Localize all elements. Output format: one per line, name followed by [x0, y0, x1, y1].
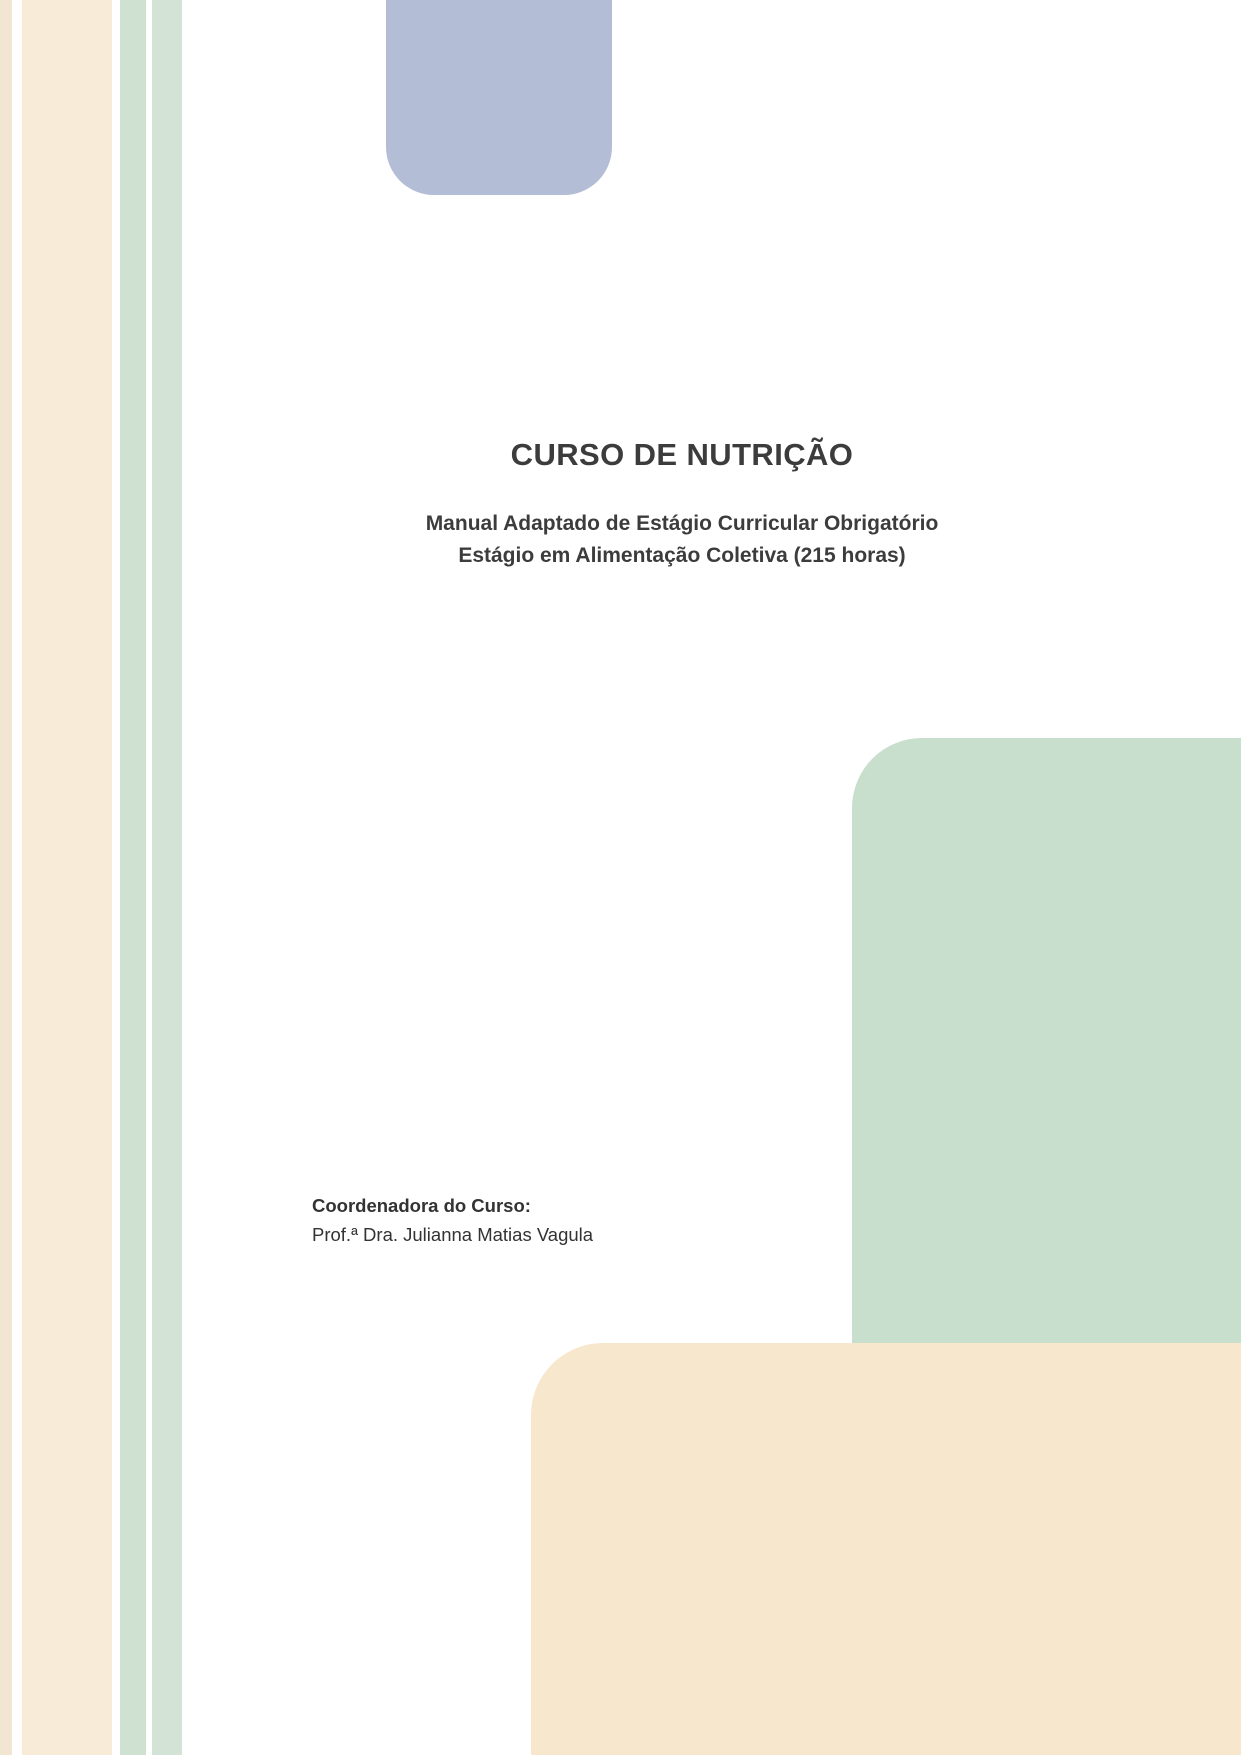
page-title: CURSO DE NUTRIÇÃO: [510, 437, 854, 472]
coordinator-name: Prof.ª Dra. Julianna Matias Vagula: [312, 1224, 594, 1245]
page-subtitle-line-1: Manual Adaptado de Estágio Curricular Obrigatório: [425, 512, 939, 535]
coordinator-block: [312, 1193, 593, 1248]
page-subtitle-line-2: Estágio em Alimentação Coletiva (215 horas): [458, 544, 906, 567]
coordinator-label: Coordenadora do Curso:: [312, 1195, 531, 1216]
page-subtitle: [182, 508, 1182, 572]
